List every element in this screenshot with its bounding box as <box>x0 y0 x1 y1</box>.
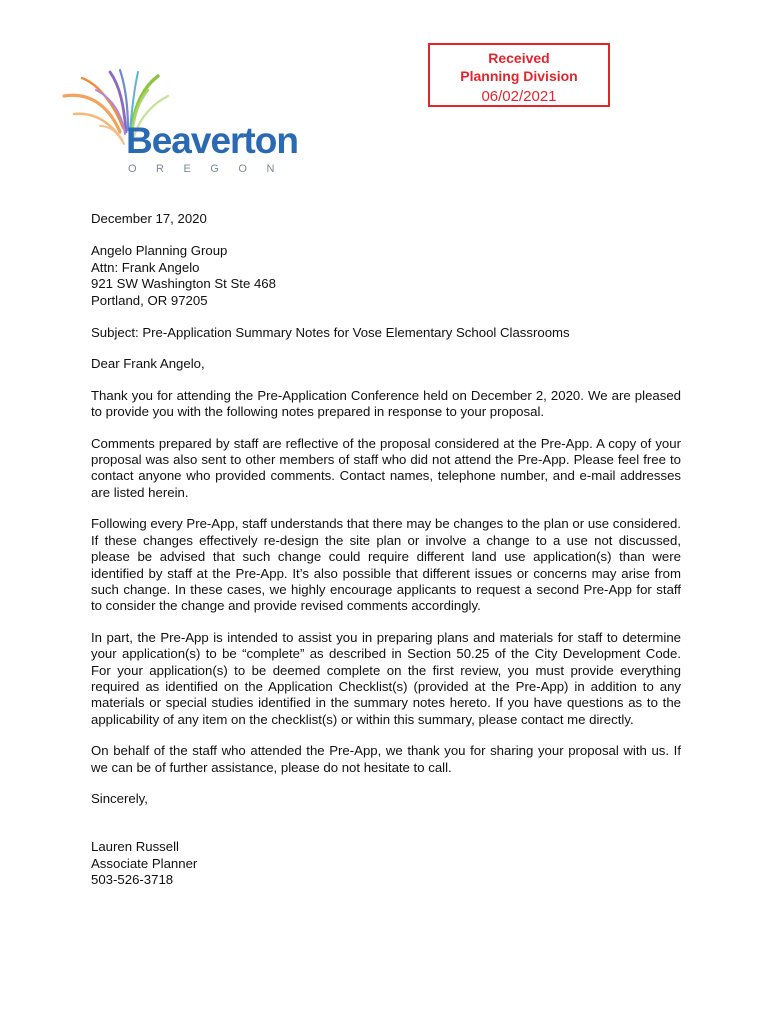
letter-closing: Sincerely, <box>91 790 148 806</box>
recipient-address <box>91 243 681 309</box>
received-stamp <box>428 43 610 107</box>
letter-paragraph: In part, the Pre-App is intended to assist you in preparing plans and materials for staff to determine your application(s) to be “complete” as described in Section 50.25 of the City Development Code. For your application(s) to be deemed complete on the first review, you must provide everything required as identified on the Application Checklist(s) (provided at the Pre-App) in addition to any materials or special studies identified in the summary notes hereto. If you have questions as to the applicability of any item on the checklist(s) or within this summary, please contact me directly. <box>91 629 681 727</box>
logo-state: OREGON <box>128 163 294 175</box>
recipient-org: Angelo Planning Group <box>91 243 228 259</box>
signer-title: Associate Planner <box>91 855 198 871</box>
recipient-street: 921 SW Washington St Ste 468 <box>91 276 276 292</box>
letter-date: December 17, 2020 <box>91 211 207 226</box>
signer-phone: 503-526-3718 <box>91 872 174 888</box>
letter-paragraph: Thank you for attending the Pre-Application Conference held on December 2, 2020. We are pleased to provide you with the following notes prepared in response to your proposal. <box>91 387 681 420</box>
letter-paragraph: On behalf of the staff who attended the Pre-App, we thank you for sharing your proposal with us. If we can be of further assistance, please do not hesitate to call. <box>91 743 681 775</box>
stamp-date: 06/02/2021 <box>481 88 557 105</box>
stamp-received-label: Received <box>488 50 550 66</box>
letter-subject: Subject: Pre-Application Summary Notes for Vose Elementary School Classrooms <box>91 325 570 341</box>
letter-paragraph: Comments prepared by staff are reflective of the proposal considered at the Pre-App. A copy of your proposal was also sent to other members of staff who did not attend the Pre-App. Please feel free to contact anyone who provided comments. Contact names, telephone number, and e-mail addresses are listed herein. <box>91 435 681 500</box>
recipient-attn: Attn: Frank Angelo <box>91 259 200 275</box>
letter-salutation: Dear Frank Angelo, <box>91 356 205 372</box>
letter-body <box>91 211 681 889</box>
recipient-city: Portland, OR 97205 <box>91 292 208 308</box>
stamp-division-label: Planning Division <box>460 68 578 84</box>
beaverton-logo <box>60 68 300 180</box>
letter-paragraph: Following every Pre-App, staff understands that there may be changes to the plan or use considered. If these changes effectively re-design the site plan or involve a change to a use not discussed, please be advised that such change could require different land use application(s) than were identified by staff at the Pre-App. It’s also possible that different issues or concerns may arise from such change. In these cases, we highly encourage applicants to request a second Pre-App for staff to consider the change and provide revised comments accordingly. <box>91 516 681 614</box>
signer-name: Lauren Russell <box>91 839 179 855</box>
logo-wordmark: Beaverton <box>126 120 298 161</box>
signature-block <box>91 839 681 888</box>
